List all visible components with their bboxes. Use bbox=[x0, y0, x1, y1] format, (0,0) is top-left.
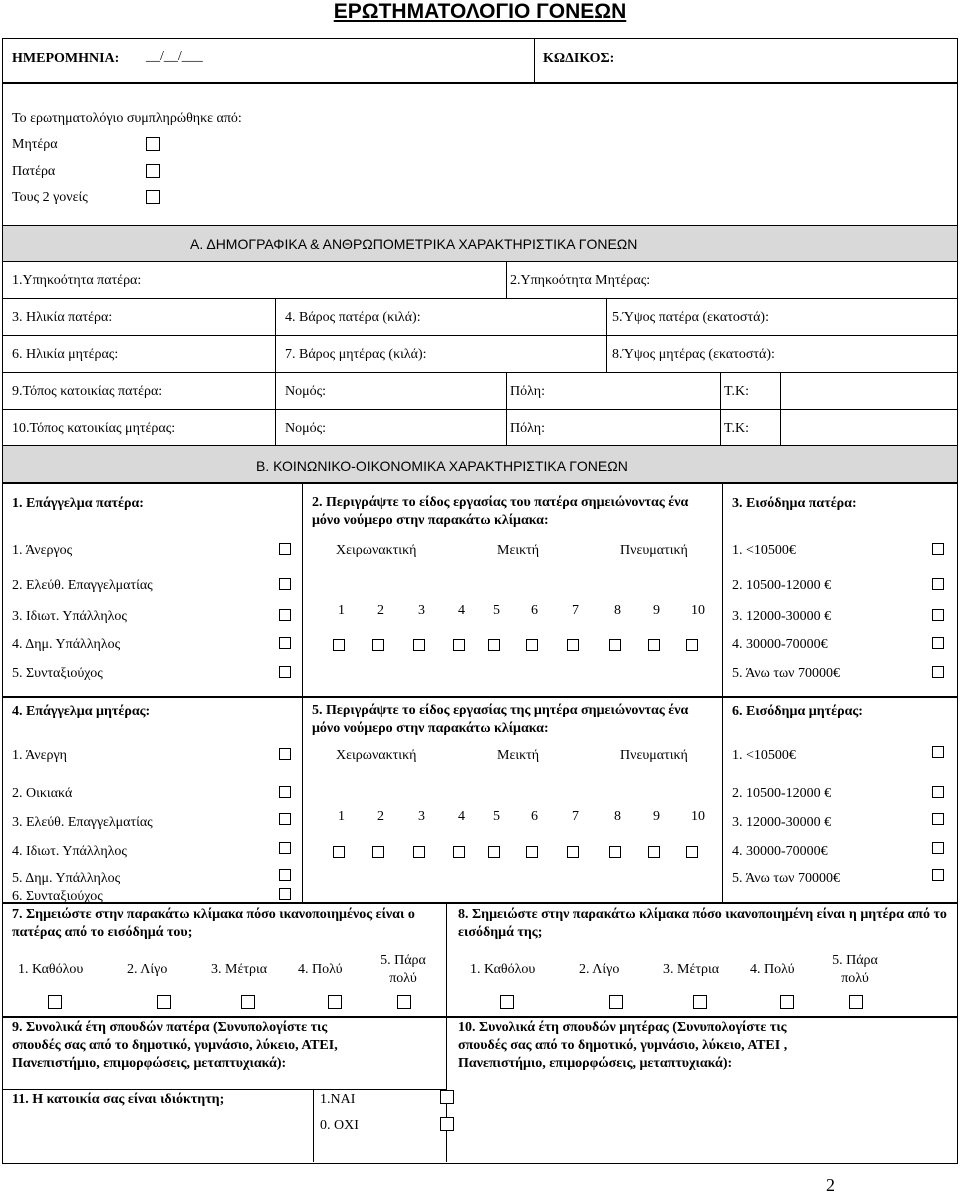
mother-scale-8-checkbox[interactable] bbox=[609, 846, 621, 858]
father-worktype-manual: Χειρωνακτική bbox=[336, 543, 417, 558]
father-satisfaction-4-checkbox[interactable] bbox=[328, 995, 342, 1009]
father-scale-1-checkbox[interactable] bbox=[333, 639, 345, 651]
father-worktype-mental: Πνευματική bbox=[620, 543, 688, 558]
father-scale-1-label: 1 bbox=[338, 603, 345, 618]
q9-label: 9. Συνολικά έτη σπουδών πατέρα (Συνυπολογίστε τις σπουδές σας από το δημοτικό, γυμνάσιο, λύκειο, ΑΤΕΙ, Πανεπιστήμιο, επιμορφώσεις, μεταπτυχιακά): bbox=[12, 1020, 338, 1071]
option-both-label: Τους 2 γονείς bbox=[12, 190, 88, 205]
father-height-label: 5.Ύψος πατέρα (εκατοστά): bbox=[612, 310, 769, 325]
father-occ-2-checkbox[interactable] bbox=[279, 578, 291, 590]
mother-occ-4: 4. Ιδιωτ. Υπάλληλος bbox=[12, 844, 127, 859]
mother-satisfaction-1-checkbox[interactable] bbox=[500, 995, 514, 1009]
mother-worktype-mental: Πνευματική bbox=[620, 748, 688, 763]
father-occ-1-checkbox[interactable] bbox=[279, 543, 291, 555]
filled-by-box bbox=[2, 82, 958, 227]
mother-scale-8-label: 8 bbox=[614, 809, 621, 824]
mother-scale-9-label: 9 bbox=[653, 809, 660, 824]
mother-nationality-label: 2.Υπηκοότητα Μητέρας: bbox=[510, 273, 651, 288]
form-title: ΕΡΩΤΗΜΑΤΟΛΟΓΙΟ ΓΟΝΕΩΝ bbox=[333, 0, 627, 23]
mother-occ-2: 2. Οικιακά bbox=[12, 786, 73, 801]
mother-scale-1-label: 1 bbox=[338, 809, 345, 824]
mother-scale-2-label: 2 bbox=[377, 809, 384, 824]
mother-income-4-checkbox[interactable] bbox=[932, 842, 944, 854]
mother-income-4: 4. 30000-70000€ bbox=[732, 844, 828, 859]
mother-scale-6-checkbox[interactable] bbox=[526, 846, 538, 858]
father-occ-5-checkbox[interactable] bbox=[279, 666, 291, 678]
page-number: 2 bbox=[826, 1175, 835, 1195]
date-field[interactable]: __/__/___ bbox=[146, 49, 203, 64]
section-a-title: Α. ΔΗΜΟΓΡΑΦΙΚΑ & ΑΝΘΡΩΠΟΜΕΤΡΙΚΑ ΧΑΡΑΚΤΗΡΙΣΤΙΚΑ ΓΟΝΕΩΝ bbox=[190, 236, 638, 252]
father-scale-6-label: 6 bbox=[531, 603, 538, 618]
mother-income-3-checkbox[interactable] bbox=[932, 813, 944, 825]
father-occ-3-checkbox[interactable] bbox=[279, 609, 291, 621]
mother-weight-label: 7. Βάρος μητέρας (κιλά): bbox=[285, 347, 427, 362]
father-satisfaction-5-checkbox[interactable] bbox=[397, 995, 411, 1009]
mother-scale-5-checkbox[interactable] bbox=[488, 846, 500, 858]
father-scale-3-label: 3 bbox=[418, 603, 425, 618]
mother-postcode-label: Τ.Κ: bbox=[724, 421, 750, 436]
q11-yes-checkbox[interactable] bbox=[440, 1090, 454, 1104]
father-income-4: 4. 30000-70000€ bbox=[732, 637, 828, 652]
mother-occ-3-checkbox[interactable] bbox=[279, 813, 291, 825]
father-scale-7-label: 7 bbox=[572, 603, 579, 618]
mother-satisfaction-5-checkbox[interactable] bbox=[849, 995, 863, 1009]
q11-no-checkbox[interactable] bbox=[440, 1117, 454, 1131]
father-postcode-label: Τ.Κ: bbox=[724, 384, 750, 399]
mother-occ-5: 5. Δημ. Υπάλληλος bbox=[12, 871, 121, 886]
mother-income-5: 5. Άνω των 70000€ bbox=[732, 871, 841, 886]
father-scale-5-checkbox[interactable] bbox=[488, 639, 500, 651]
father-scale-8-checkbox[interactable] bbox=[609, 639, 621, 651]
father-work-type-label: 2. Περιγράψτε το είδος εργασίας του πατέρα σημειώνοντας ένα μόνο νούμερο στην παρακάτω κλίμακα: bbox=[312, 495, 689, 528]
father-income-1: 1. <10500€ bbox=[732, 543, 796, 558]
father-income-2-checkbox[interactable] bbox=[932, 578, 944, 590]
father-scale-5-label: 5 bbox=[493, 603, 500, 618]
mother-scale-9-checkbox[interactable] bbox=[648, 846, 660, 858]
q11-yes-label: 1.ΝΑΙ bbox=[320, 1092, 356, 1107]
q11-label: 11. Η κατοικία σας είναι ιδιόκτητη; bbox=[12, 1092, 225, 1107]
q8-label: 8. Σημειώστε στην παρακάτω κλίμακα πόσο ικανοποιημένη είναι η μητέρα από το εισόδημά της; bbox=[458, 907, 947, 940]
father-scale-10-checkbox[interactable] bbox=[686, 639, 698, 651]
father-scale-2-checkbox[interactable] bbox=[372, 639, 384, 651]
father-income-2: 2. 10500-12000 € bbox=[732, 578, 832, 593]
mother-scale-10-label: 10 bbox=[691, 809, 705, 824]
father-scale-9-label: 9 bbox=[653, 603, 660, 618]
mother-work-type-label: 5. Περιγράψτε το είδος εργασίας της μητέρα σημειώνοντας ένα μόνο νούμερο στην παρακάτω κλίμακα: bbox=[312, 703, 689, 736]
q10-label: 10. Συνολικά έτη σπουδών μητέρας (Συνυπολογίστε τις σπουδές σας από το δημοτικό, γυμνάσιο, λύκειο, ΑΤΕΙ , Πανεπιστήμιο, επιμορφώσεις, μεταπτυχιακά): bbox=[458, 1020, 788, 1071]
mother-scale-10-checkbox[interactable] bbox=[686, 846, 698, 858]
mother-occ-4-checkbox[interactable] bbox=[279, 842, 291, 854]
mother-worktype-mixed: Μεικτή bbox=[497, 748, 540, 763]
mother-scale-3-label: 3 bbox=[418, 809, 425, 824]
father-satisfaction-2-checkbox[interactable] bbox=[157, 995, 171, 1009]
mother-scale-4-label: 4 bbox=[458, 809, 465, 824]
mother-income-label: 6. Εισόδημα μητέρας: bbox=[732, 704, 863, 719]
father-scale-9-checkbox[interactable] bbox=[648, 639, 660, 651]
code-label: ΚΩΔΙΚΟΣ: bbox=[543, 51, 615, 66]
mother-occupation-label: 4. Επάγγελμα μητέρας: bbox=[12, 704, 151, 719]
mother-occ-2-checkbox[interactable] bbox=[279, 786, 291, 798]
mother-occ-6-checkbox[interactable] bbox=[279, 888, 291, 900]
father-income-1-checkbox[interactable] bbox=[932, 543, 944, 555]
mother-scale-2-checkbox[interactable] bbox=[372, 846, 384, 858]
option-mother-label: Μητέρα bbox=[12, 137, 58, 152]
mother-scale-3-checkbox[interactable] bbox=[413, 846, 425, 858]
father-city-label: Πόλη: bbox=[510, 384, 545, 399]
option-father-checkbox[interactable] bbox=[146, 164, 160, 178]
mother-income-2: 2. 10500-12000 € bbox=[732, 786, 832, 801]
option-father-label: Πατέρα bbox=[12, 164, 56, 179]
father-scale-8-label: 8 bbox=[614, 603, 621, 618]
father-satisfaction-5-label: 5. Πάρα πολύ bbox=[380, 953, 426, 986]
father-occ-4-checkbox[interactable] bbox=[279, 637, 291, 649]
father-worktype-mixed: Μεικτή bbox=[497, 543, 540, 558]
father-occ-1: 1. Άνεργος bbox=[12, 543, 73, 558]
mother-income-3: 3. 12000-30000 € bbox=[732, 815, 832, 830]
mother-satisfaction-2-label: 2. Λίγο bbox=[579, 962, 620, 977]
father-scale-6-checkbox[interactable] bbox=[526, 639, 538, 651]
father-satisfaction-1-label: 1. Καθόλου bbox=[18, 962, 84, 977]
father-income-3: 3. 12000-30000 € bbox=[732, 609, 832, 624]
father-satisfaction-4-label: 4. Πολύ bbox=[298, 962, 343, 977]
mother-income-2-checkbox[interactable] bbox=[932, 786, 944, 798]
mother-scale-4-checkbox[interactable] bbox=[453, 846, 465, 858]
mother-scale-1-checkbox[interactable] bbox=[333, 846, 345, 858]
father-scale-7-checkbox[interactable] bbox=[567, 639, 579, 651]
father-satisfaction-1-checkbox[interactable] bbox=[48, 995, 62, 1009]
father-income-5-checkbox[interactable] bbox=[932, 666, 944, 678]
option-both-checkbox[interactable] bbox=[146, 190, 160, 204]
mother-satisfaction-5-label: 5. Πάρα πολύ bbox=[832, 953, 878, 986]
father-occ-3: 3. Ιδιωτ. Υπάλληλος bbox=[12, 609, 127, 624]
mother-satisfaction-2-checkbox[interactable] bbox=[609, 995, 623, 1009]
father-occ-4: 4. Δημ. Υπάλληλος bbox=[12, 637, 121, 652]
father-scale-4-label: 4 bbox=[458, 603, 465, 618]
mother-worktype-manual: Χειρωνακτική bbox=[336, 748, 417, 763]
mother-residence-label: 10.Τόπος κατοικίας μητέρας: bbox=[12, 421, 176, 436]
q11-no-label: 0. ΟΧΙ bbox=[320, 1118, 359, 1133]
mother-scale-7-label: 7 bbox=[572, 809, 579, 824]
father-satisfaction-3-label: 3. Μέτρια bbox=[211, 962, 268, 977]
date-label: ΗΜΕΡΟΜΗΝΙΑ: bbox=[12, 51, 120, 66]
mother-occ-6: 6. Συνταξιούχος bbox=[12, 889, 103, 904]
mother-satisfaction-3-checkbox[interactable] bbox=[693, 995, 707, 1009]
mother-satisfaction-4-label: 4. Πολύ bbox=[750, 962, 795, 977]
father-occ-5: 5. Συνταξιούχος bbox=[12, 666, 103, 681]
mother-occ-1: 1. Άνεργη bbox=[12, 748, 68, 763]
father-scale-4-checkbox[interactable] bbox=[453, 639, 465, 651]
father-income-label: 3. Εισόδημα πατέρα: bbox=[732, 496, 857, 511]
q7-label: 7. Σημειώστε στην παρακάτω κλίμακα πόσο ικανοποιημένος είναι ο πατέρας από το εισόδημά του; bbox=[12, 907, 415, 940]
father-county-label: Νομός: bbox=[285, 384, 327, 399]
father-income-5: 5. Άνω των 70000€ bbox=[732, 666, 841, 681]
father-satisfaction-2-label: 2. Λίγο bbox=[127, 962, 168, 977]
mother-city-label: Πόλη: bbox=[510, 421, 545, 436]
father-scale-10-label: 10 bbox=[691, 603, 705, 618]
mother-occ-1-checkbox[interactable] bbox=[279, 748, 291, 760]
mother-income-5-checkbox[interactable] bbox=[932, 869, 944, 881]
mother-satisfaction-3-label: 3. Μέτρια bbox=[663, 962, 720, 977]
mother-income-1: 1. <10500€ bbox=[732, 748, 796, 763]
father-residence-label: 9.Τόπος κατοικίας πατέρα: bbox=[12, 384, 163, 399]
option-mother-checkbox[interactable] bbox=[146, 137, 160, 151]
father-nationality-label: 1.Υπηκοότητα πατέρα: bbox=[12, 273, 142, 288]
section-b-title: Β. ΚΟΙΝΩΝΙΚΟ-ΟΙΚΟΝΟΜΙΚΑ ΧΑΡΑΚΤΗΡΙΣΤΙΚΑ ΓΟΝΕΩΝ bbox=[256, 458, 628, 474]
mother-county-label: Νομός: bbox=[285, 421, 327, 436]
mother-satisfaction-4-checkbox[interactable] bbox=[780, 995, 794, 1009]
father-scale-2-label: 2 bbox=[377, 603, 384, 618]
mother-scale-5-label: 5 bbox=[493, 809, 500, 824]
mother-scale-7-checkbox[interactable] bbox=[567, 846, 579, 858]
father-occ-2: 2. Ελεύθ. Επαγγελματίας bbox=[12, 578, 153, 593]
mother-scale-6-label: 6 bbox=[531, 809, 538, 824]
filled-by-question: Το ερωτηματολόγιο συμπληρώθηκε από: bbox=[12, 111, 242, 126]
father-satisfaction-3-checkbox[interactable] bbox=[241, 995, 255, 1009]
mother-satisfaction-1-label: 1. Καθόλου bbox=[470, 962, 536, 977]
father-income-4-checkbox[interactable] bbox=[932, 637, 944, 649]
mother-height-label: 8.Ύψος μητέρας (εκατοστά): bbox=[612, 347, 775, 362]
mother-age-label: 6. Ηλικία μητέρας: bbox=[12, 347, 119, 362]
mother-occ-5-checkbox[interactable] bbox=[279, 869, 291, 881]
father-scale-3-checkbox[interactable] bbox=[413, 639, 425, 651]
father-age-label: 3. Ηλικία πατέρα: bbox=[12, 310, 113, 325]
father-occupation-label: 1. Επάγγελμα πατέρα: bbox=[12, 496, 144, 511]
father-weight-label: 4. Βάρος πατέρα (κιλά): bbox=[285, 310, 421, 325]
mother-income-1-checkbox[interactable] bbox=[932, 746, 944, 758]
mother-occ-3: 3. Ελεύθ. Επαγγελματίας bbox=[12, 815, 153, 830]
father-income-3-checkbox[interactable] bbox=[932, 609, 944, 621]
